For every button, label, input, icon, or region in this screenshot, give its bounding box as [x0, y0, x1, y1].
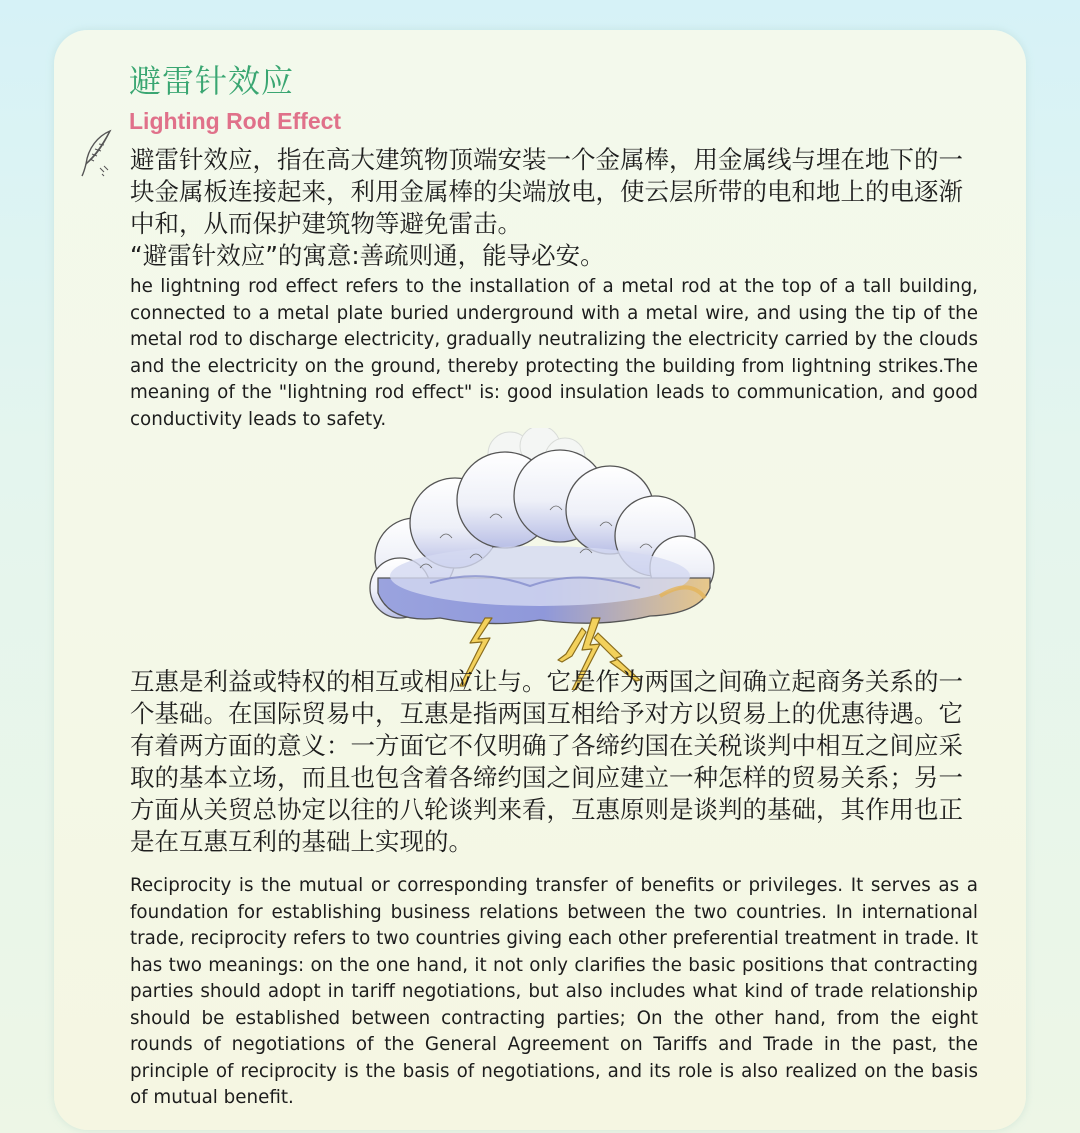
section2-chinese-paragraph: 互惠是利益或特权的相互或相应让与。它是作为两国之间确立起商务关系的一个基础。在国际贸易中，互惠是指两国互相给予对方以贸易上的优惠待遇。它有着两方面的意义：一方面它不仅明确了各缔约国在关税谈判中相互之间应采取的基本立场，而且也包含着各缔约国之间应建立一种怎样的贸易关系；另一方面从关贸总协定以往的八轮谈判来看，互惠原则是谈判的基础，其作用也正是在互惠互利的基础上实现的。: [130, 667, 963, 856]
page-title: 避雷针效应: [129, 62, 295, 100]
section1-english-paragraph: he lightning rod effect refers to the installation of a metal rod at the top of a tall building, connected to a metal plate buried underground with a metal wire, and using the tip of the metal rod to discharge electricity, gradually neutralizing the electricity carried by the clouds and the electricity on the ground, thereby protecting the building from lightning strikes.The meaning of the "lightning rod effect" is: good insulation leads to communication, and good conductivity leads to safety.: [130, 276, 978, 430]
section1-chinese-paragraph: 避雷针效应，指在高大建筑物顶端安装一个金属棒，用金属线与埋在地下的一块金属板连接起来，利用金属棒的尖端放电，使云层所带的电和地上的电逐渐中和，从而保护建筑物等避免雷击。: [130, 145, 963, 238]
feather-icon: [80, 128, 116, 178]
section1-chinese-meaning: “避雷针效应”的寓意:善疏则通，能导必安。: [130, 241, 605, 270]
page-subtitle: Lighting Rod Effect: [129, 108, 342, 134]
storm-cloud-lightning-illustration: [360, 428, 730, 690]
section2-english-paragraph: Reciprocity is the mutual or corresponding transfer of benefits or privileges. It serves as a foundation for establishing business relations between the two countries. In international trade, reciprocity refers to two countries giving each other preferential treatment in trade. It has two meanings: on the one hand, it not only clarifies the basic positions that contracting parties should adopt in tariff negotiations, but also includes what kind of trade relationship should be established between contracting parties; On the other hand, from the eight rounds of negotiations of the General Agreement on Tariffs and Trade in the past, the principle of reciprocity is the basis of negotiations, and its role is also realized on the basis of mutual benefit.: [130, 875, 978, 1108]
